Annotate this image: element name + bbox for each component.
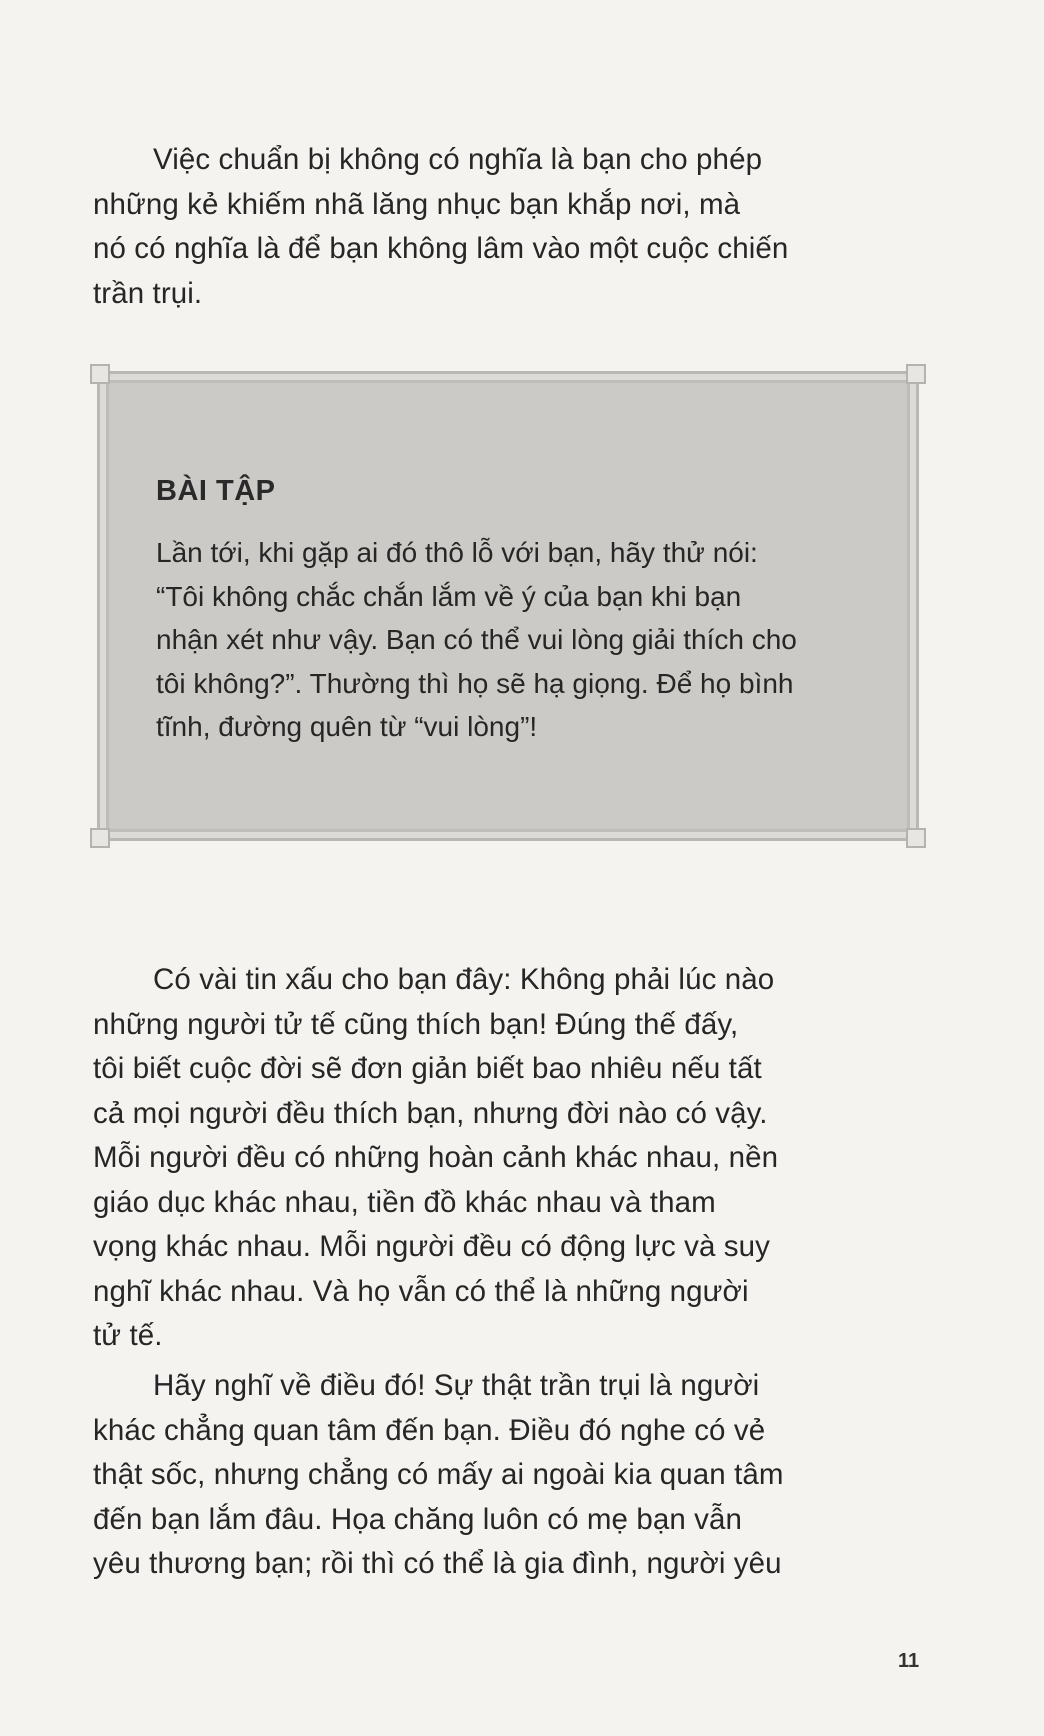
box-corner-ornament xyxy=(90,364,110,384)
text-line: nhận xét như vậy. Bạn có thể vui lòng giải thích cho xyxy=(156,624,797,655)
text-line: Hãy nghĩ về điều đó! Sự thật trần trụi là người xyxy=(153,1369,760,1402)
text-line: tôi biết cuộc đời sẽ đơn giản biết bao nhiêu nếu tất xyxy=(93,1052,762,1085)
text-line: nghĩ khác nhau. Và họ vẫn có thể là những người xyxy=(93,1274,749,1308)
text-line: thật sốc, nhưng chẳng có mấy ai ngoài kia quan tâm xyxy=(93,1458,784,1491)
text-line: yêu thương bạn; rồi thì có thể là gia đình, người yêu xyxy=(93,1547,782,1580)
text-line: tôi không?”. Thường thì họ sẽ hạ giọng. Để họ bình xyxy=(156,667,794,699)
text-line: vọng khác nhau. Mỗi người đều có động lực và suy xyxy=(93,1230,770,1263)
text-line: khác chẳng quan tâm đến bạn. Điều đó nghe có vẻ xyxy=(93,1413,766,1447)
text-line: Có vài tin xấu cho bạn đây: Không phải lúc nào xyxy=(153,963,775,996)
text-line: Mỗi người đều có những hoàn cảnh khác nhau, nền xyxy=(93,1141,779,1174)
box-corner-ornament xyxy=(90,828,110,848)
paragraph-bad-news xyxy=(93,958,953,1359)
text-line: đến bạn lắm đâu. Họa chăng luôn có mẹ bạn vẫn xyxy=(93,1502,743,1536)
exercise-title: BÀI TẬP xyxy=(156,475,276,507)
text-line: nó có nghĩa là để bạn không lâm vào một cuộc chiến xyxy=(93,232,789,265)
text-line: những người tử tế cũng thích bạn! Đúng thế đấy, xyxy=(93,1007,739,1041)
text-line: Lần tới, khi gặp ai đó thô lỗ với bạn, hãy thử nói: xyxy=(156,537,758,568)
box-corner-ornament xyxy=(906,364,926,384)
box-corner-ornament xyxy=(906,828,926,848)
text-line: tĩnh, đường quên từ “vui lòng”! xyxy=(156,711,538,742)
text-line: trần trụi. xyxy=(93,276,203,310)
text-line: Việc chuẩn bị không có nghĩa là bạn cho phép xyxy=(153,143,763,176)
text-line: giáo dục khác nhau, tiền đồ khác nhau và tham xyxy=(93,1185,716,1219)
exercise-body xyxy=(156,531,896,749)
paragraph-preparation xyxy=(93,138,953,316)
text-line: cả mọi người đều thích bạn, nhưng đời nào có vậy. xyxy=(93,1096,768,1130)
text-line: tử tế. xyxy=(93,1319,163,1352)
text-line: “Tôi không chắc chắn lắm về ý của bạn khi bạn xyxy=(156,580,742,612)
paragraph-naked-truth xyxy=(93,1364,953,1587)
page-number: 11 xyxy=(898,1650,920,1672)
text-line: những kẻ khiếm nhã lăng nhục bạn khắp nơi, mà xyxy=(93,187,741,221)
